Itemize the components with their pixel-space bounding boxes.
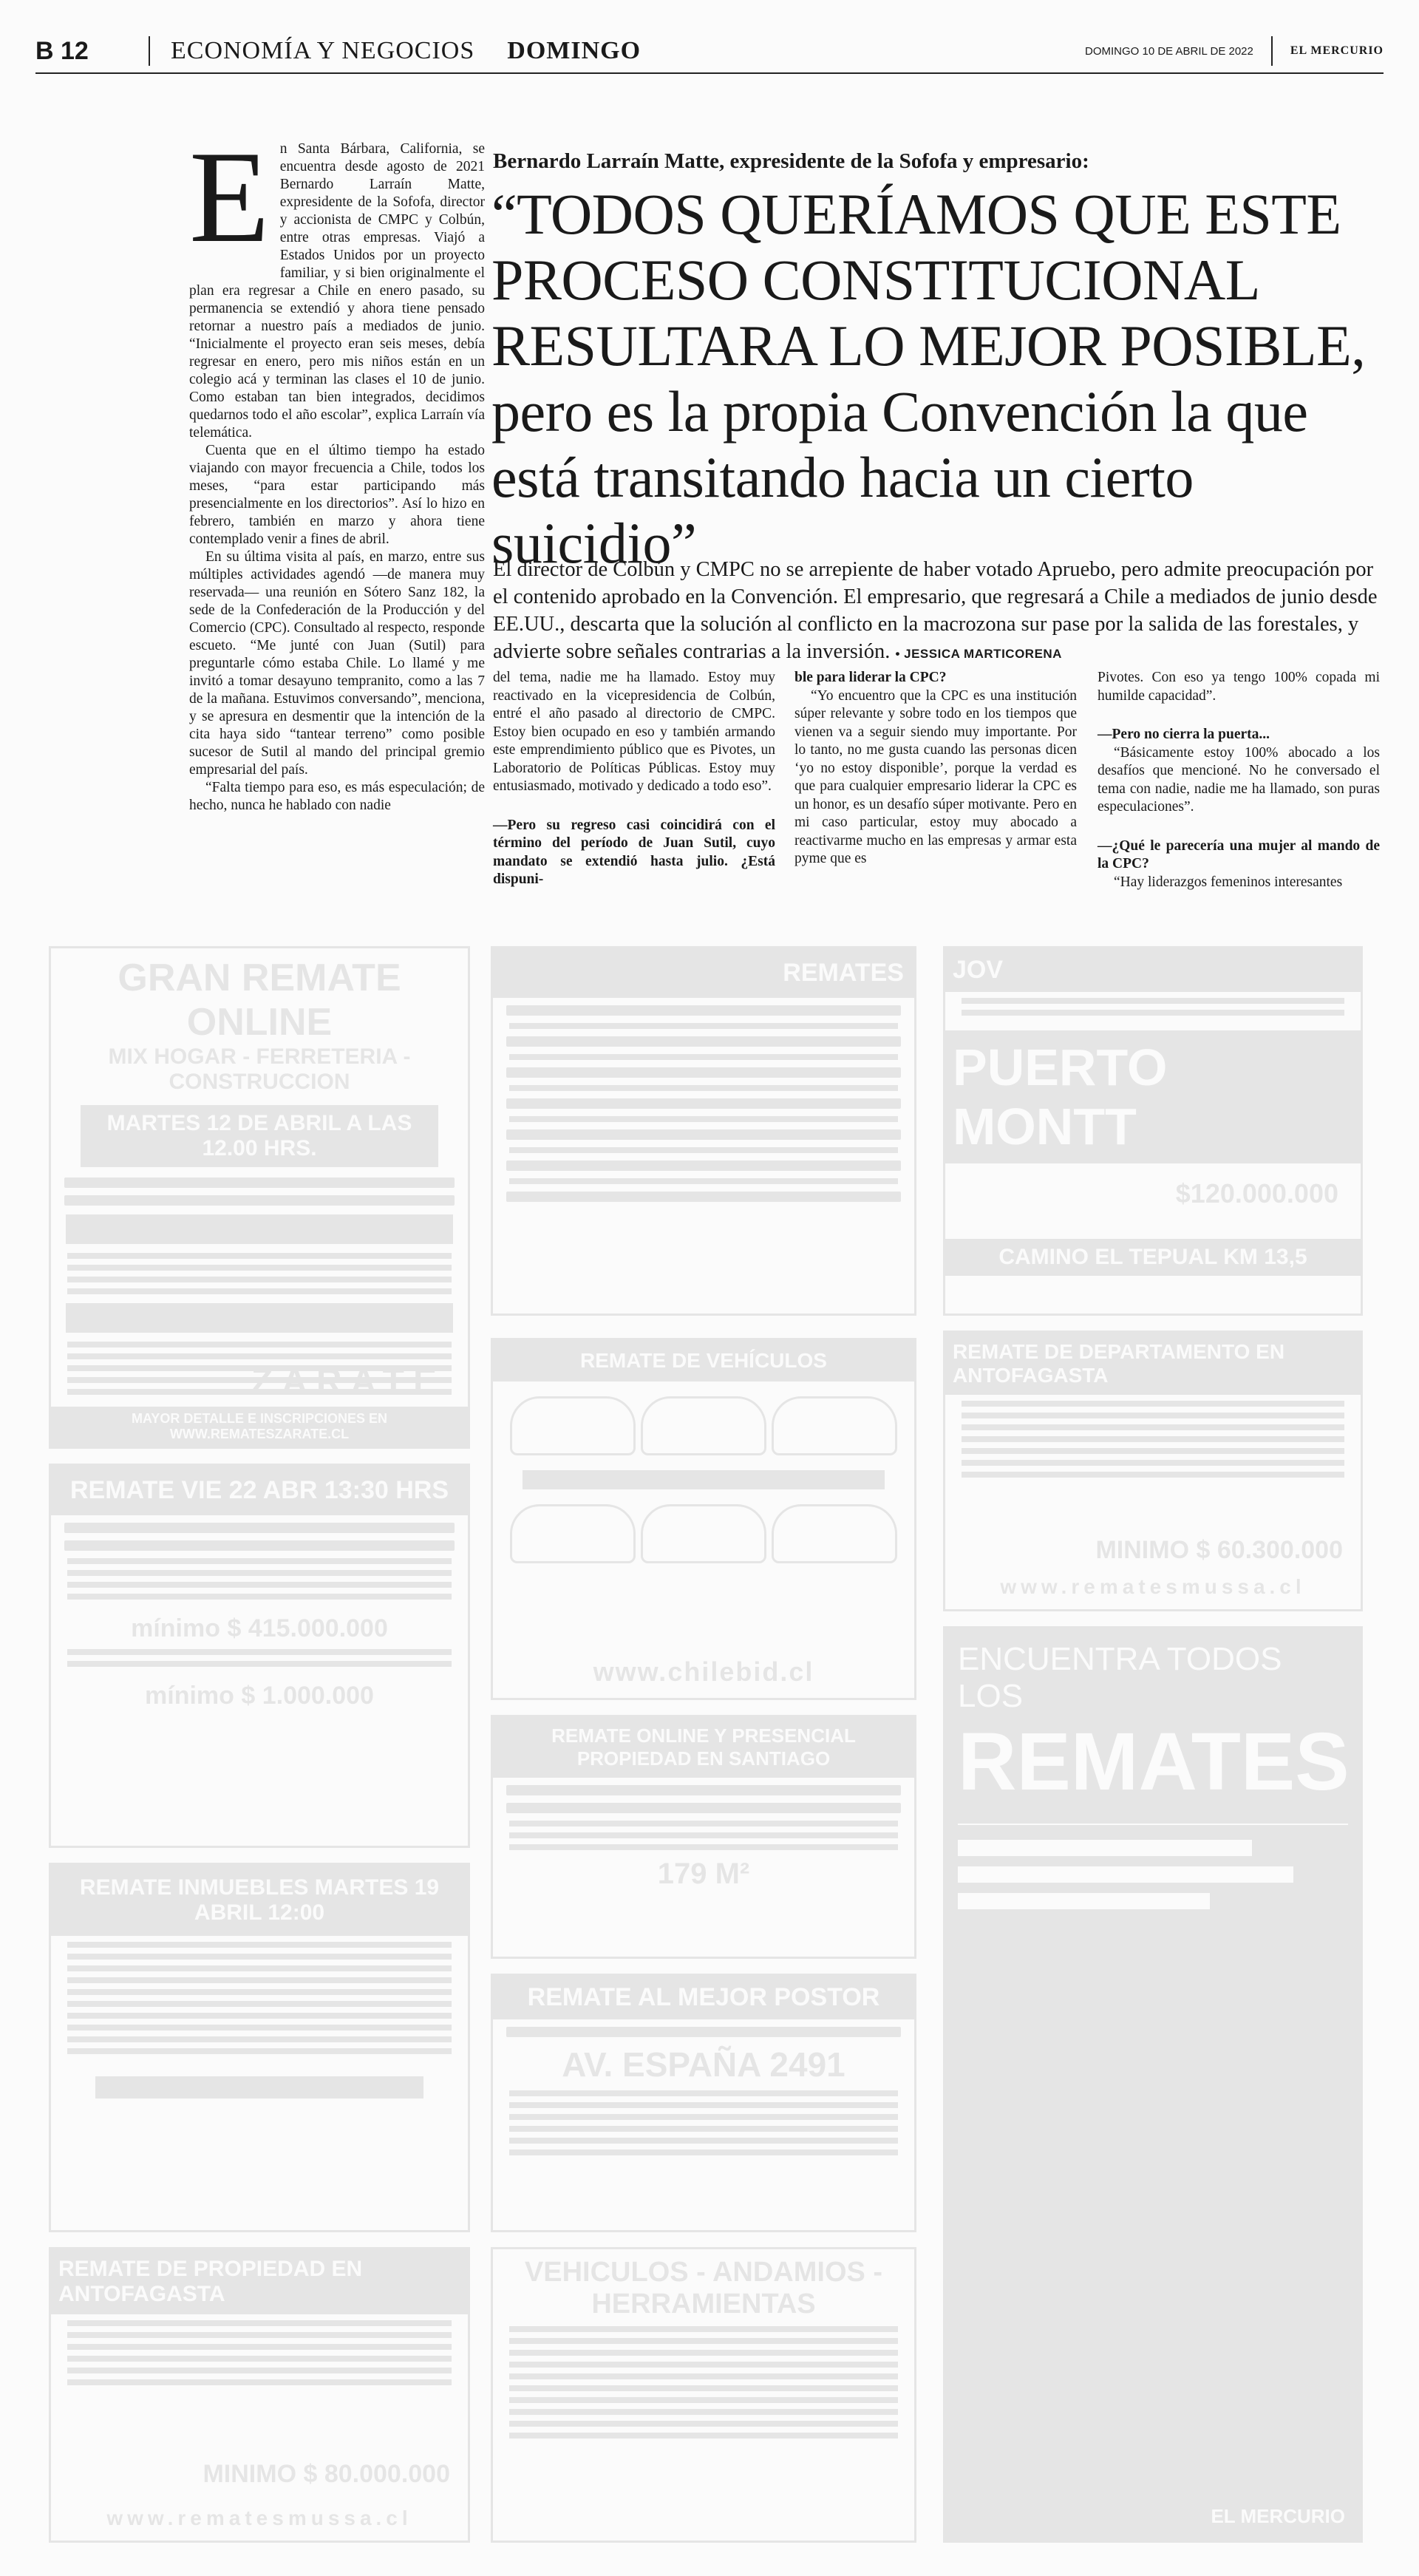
ad-title: REMATE DE VEHÍCULOS — [493, 1340, 914, 1382]
ad-price: MINIMO $ 60.300.000 — [1095, 1536, 1343, 1564]
ad-price: mínimo $ 1.000.000 — [145, 1682, 374, 1710]
ad-remates-top — [491, 946, 916, 1316]
ad-title: ENCUENTRA TODOS LOS — [958, 1641, 1282, 1714]
article-column-3 — [794, 669, 1077, 869]
ad-website: www.chilebid.cl — [593, 1656, 814, 1687]
drop-cap: E — [189, 123, 270, 270]
ad-inmuebles — [49, 1863, 470, 2232]
ad-title: REMATE AL MEJOR POSTOR — [493, 1976, 914, 2019]
ad-title: REMATES — [493, 948, 914, 998]
ad-kozak — [49, 1464, 470, 1848]
page-number: B 12 — [35, 36, 89, 65]
section-title: ECONOMÍA Y NEGOCIOS — [171, 37, 475, 64]
day-label: DOMINGO — [507, 37, 642, 64]
masthead-divider — [1271, 36, 1273, 66]
standfirst-text: El director de Colbún y CMPC no se arrepiente de haber votado Apruebo, pero admite preocupación por el contenido aprobado en la Convención. El empresario, que regresará a Chile a mediados de junio desde EE.UU., descarta que la solución al conflicto en la macrozona sur pase por la salida de las forestales, y advierte sobre señales contrarias a la inversión. — [493, 558, 1378, 663]
ad-title: REMATE DE PROPIEDAD EN ANTOFAGASTA — [51, 2249, 468, 2314]
ad-brand: ZARATE — [251, 1362, 446, 1401]
ad-propiedad-antofagasta — [49, 2247, 470, 2543]
ad-title: VEHICULOS - ANDAMIOS - HERRAMIENTAS — [524, 2257, 883, 2320]
ad-footer: MAYOR DETALLE E INSCRIPCIONES EN WWW.REMATESZARATE.CL — [51, 1407, 468, 1447]
ad-price: $120.000.000 — [1175, 1178, 1338, 1209]
masthead-divider — [149, 36, 150, 66]
article-paragraph: Cuenta que en el último tiempo ha estado viajando con mayor frecuencia a Chile, todos los meses, “para estar participando más presencialmente en los directorios”. Así lo hizo en febrero, también en marzo y ahora tiene contemplado venir a fines de abril. — [189, 443, 485, 547]
article-paragraph: “Hay liderazgos femeninos interesantes — [1114, 874, 1343, 890]
article-paragraph: “Falta tiempo para eso, es más especulación; de hecho, nunca he hablado con nadie — [189, 780, 485, 813]
ad-place: PUERTO MONTT — [945, 1030, 1361, 1163]
ad-vehiculos — [491, 2247, 916, 2543]
article-paragraph: “Básicamente estoy 100% abocado a los desafíos que mencioné. No he conversado el tema con nadie, nadie me ha llamado, son puras especulaciones”. — [1098, 744, 1380, 815]
issue-date: DOMINGO 10 DE ABRIL DE 2022 — [1085, 44, 1253, 58]
ad-website: www.rematesmussa.cl — [1000, 1575, 1306, 1598]
ad-date: MARTES 12 DE ABRIL A LAS 12.00 HRS. — [81, 1105, 438, 1167]
ad-online-santiago — [491, 1715, 916, 1959]
article-paragraph: del tema, nadie me ha llamado. Estoy muy reactivado en la vicepresidencia de Colbún, entré el año pasado al directorio de CMPC. Estoy bien ocupado en eso y también armando este emprendimiento público que es Pivotes, un Laboratorio de Políticas Públicas. Estoy muy entusiasmado, motivado y dedicado a todo eso”. — [493, 670, 775, 794]
interview-question: —Pero no cierra la puerta... — [1098, 727, 1270, 742]
ad-area: 179 M² — [657, 1858, 750, 1890]
ad-chilebid — [491, 1338, 916, 1700]
article-standfirst — [493, 556, 1384, 667]
ad-price: mínimo $ 415.000.000 — [131, 1614, 388, 1642]
article-paragraph: n Santa Bárbara, California, se encuentra desde agosto de 2021 Bernardo Larraín Matte, expresidente de la Sofofa, director y accionista de CMPC y Colbún, entre otras empresas. Viajó a Estados Unidos por un proyecto familiar, y si bien originalmente el plan era regresar a Chile en enero pasado, su permanencia se extendió y ahora tiene pensado retornar a nuestro país a mediados de junio. “Inicialmente el proyecto eran seis meses, debía regresar en enero, pero mis niños están en un colegio acá y terminan las clases el 10 de junio. Como estaban tan bien integrados, decidimos quedarnos todo el año escolar”, explica Larraín vía telemática. — [189, 141, 485, 441]
ad-big: REMATES — [958, 1716, 1350, 1807]
ad-title: REMATE INMUEBLES MARTES 19 ABRIL 12:00 — [51, 1865, 468, 1936]
article-paragraph: Pivotes. Con eso ya tengo 100% copada mi humilde capacidad”. — [1098, 670, 1380, 704]
ad-promo-remates — [943, 1626, 1363, 2543]
ad-mejor-postor — [491, 1974, 916, 2232]
article-intro-column — [189, 123, 485, 815]
ad-title: REMATE ONLINE Y PRESENCIAL PROPIEDAD EN SANTIAGO — [493, 1717, 914, 1778]
ad-brand: EL MERCURIO — [1211, 2505, 1345, 2527]
ad-jov-puerto-montt — [943, 946, 1363, 1316]
masthead-right — [1085, 36, 1384, 66]
ad-subtitle: MIX HOGAR - FERRETERIA - CONSTRUCCION — [108, 1044, 411, 1094]
interview-question: ble para liderar la CPC? — [794, 670, 947, 685]
article-column-4 — [1098, 669, 1380, 891]
article-column-2 — [493, 669, 775, 889]
ad-road: CAMINO EL TEPUAL KM 13,5 — [945, 1239, 1361, 1276]
ad-price: MINIMO $ 80.000.000 — [203, 2460, 450, 2488]
article-headline: “TODOS QUERÍAMOS QUE ESTE PROCESO CONSTITUCIONAL RESULTARA LO MEJOR POSIBLE, pero es la propia Convención la que está transitando hacia un cierto suicidio” — [491, 182, 1366, 575]
ad-zarate — [49, 946, 470, 1449]
article-kicker: Bernardo Larraín Matte, expresidente de la Sofofa y empresario: — [493, 149, 1089, 173]
byline: • JESSICA MARTICORENA — [895, 647, 1062, 661]
ad-title: REMATE VIE 22 ABR 13:30 HRS — [51, 1466, 468, 1515]
article-paragraph: En su última visita al país, en marzo, entre sus múltiples actividades agendó —de manera muy reservada— una reunión en Sótero Sanz 182, la sede de la Confederación de la Producción y del Comercio (CPC). Consultado al respecto, responde escueto. “Me junté con Juan (Sutil) para preguntarle cómo estaba Chile. Lo llamé y me invitó a tomar desayuno tempranito, como a las 7 de la mañana. Estuvimos conversando”, menciona, y se apresura en desmentir que la intención de la cita haya sido “tantear terreno” como posible sucesor de Sutil al mando del principal gremio empresarial del país. — [189, 549, 485, 778]
ad-address: AV. ESPAÑA 2491 — [562, 2045, 845, 2084]
ad-website: www.rematesmussa.cl — [106, 2507, 412, 2529]
interview-question: —¿Qué le parecería una mujer al mando de la CPC? — [1098, 837, 1380, 871]
article-paragraph: “Yo encuentro que la CPC es una institución súper relevante y sobre todo en los tiempos que vienen va a seguir siendo muy importante. Por lo tanto, no me gusta cuando las personas dicen ‘yo no estoy disponible’, porque la verdad es que para cualquier empresario liderar la CPC es un honor, es un desafío súper motivante. Pero en mi caso particular, estoy muy abocado a reactivarme mucho en las empresas y armar esta pyme que es — [794, 687, 1077, 866]
interview-question: —Pero su regreso casi coincidirá con el término del período de Juan Sutil, cuyo mandato se extendió hasta julio. ¿Está dispuni- — [493, 817, 775, 887]
newspaper-brand: EL MERCURIO — [1290, 44, 1384, 57]
ad-title: GRAN REMATE ONLINE — [118, 956, 401, 1044]
masthead — [35, 30, 1384, 74]
ad-departamento-antofagasta — [943, 1331, 1363, 1611]
ad-title: JOV — [945, 948, 1361, 992]
ad-title: REMATE DE DEPARTAMENTO EN ANTOFAGASTA — [945, 1333, 1361, 1395]
